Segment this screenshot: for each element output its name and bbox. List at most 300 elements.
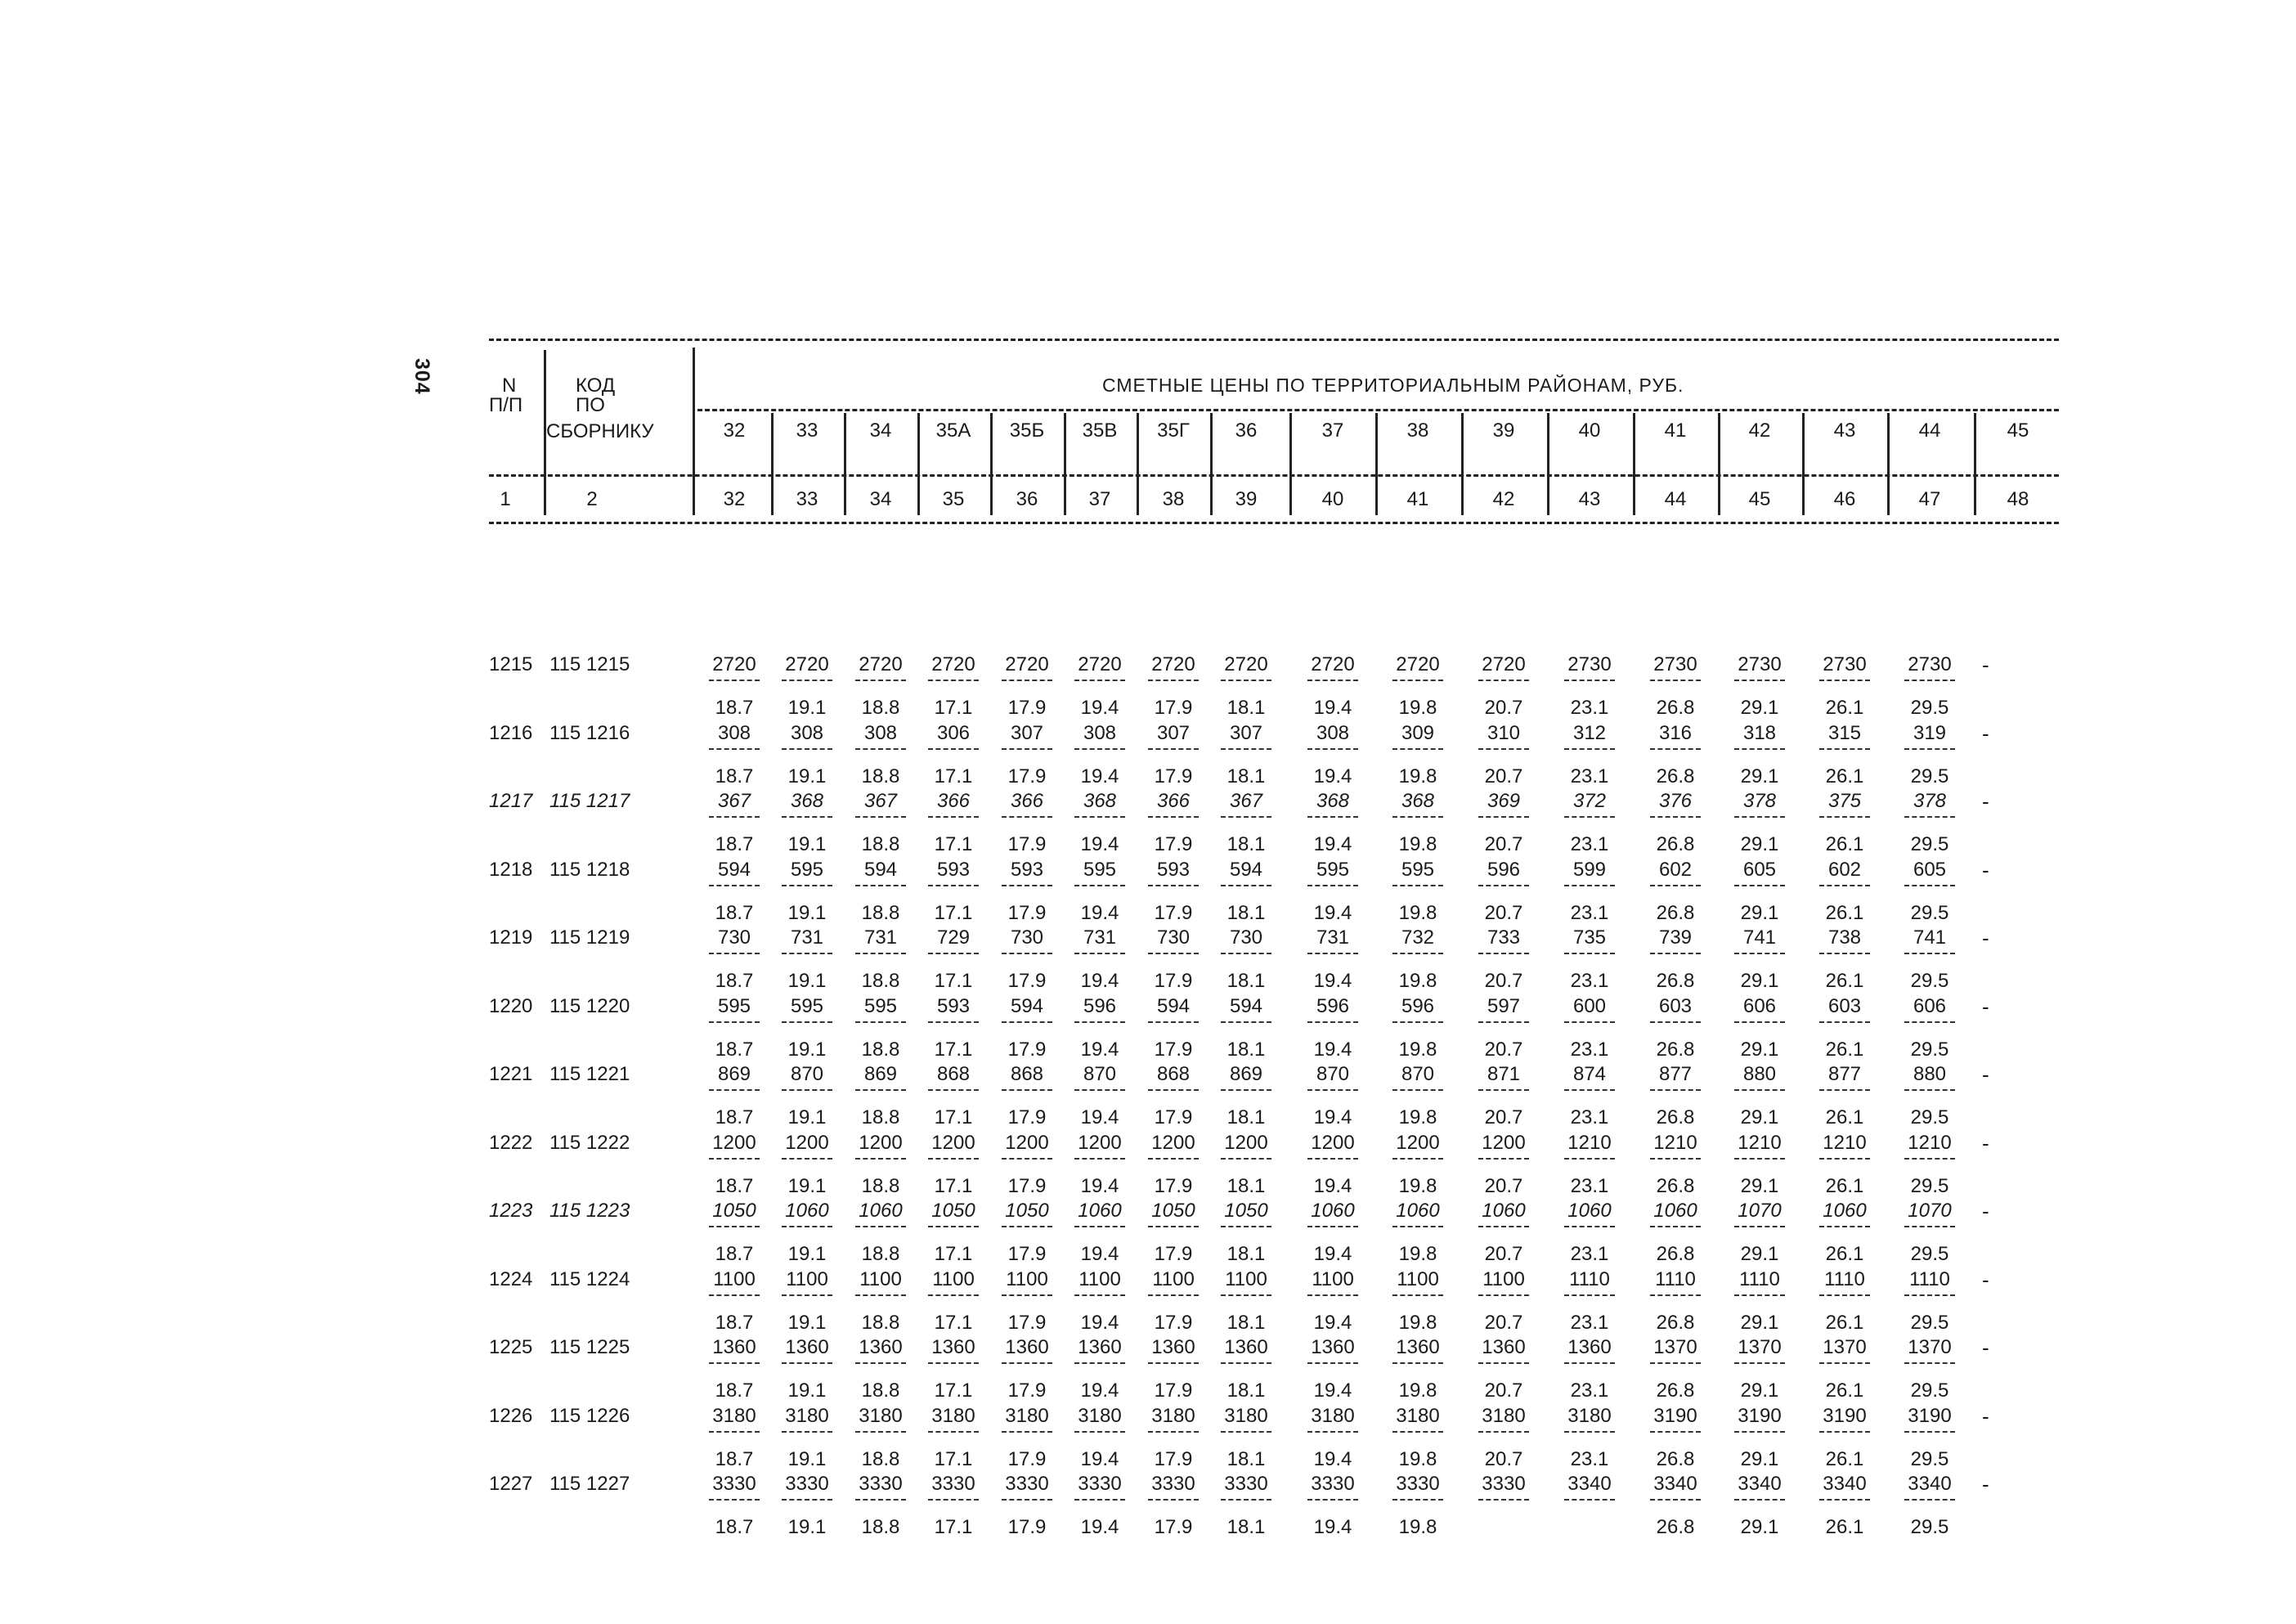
column-number-48: 48	[2007, 488, 2029, 510]
fraction-line	[1819, 1294, 1870, 1296]
coef-cell: 19.1	[787, 1174, 827, 1197]
fraction-line	[1904, 1089, 1955, 1091]
fraction-line	[709, 1431, 760, 1433]
fraction-line	[1392, 1294, 1443, 1296]
fraction-line	[1392, 885, 1443, 886]
fraction-line	[1307, 1158, 1358, 1160]
coef-cell: 17.1	[934, 970, 973, 992]
fraction-line	[1564, 748, 1615, 750]
price-cell: 1360	[1482, 1336, 1526, 1358]
fraction-line	[1564, 1499, 1615, 1501]
price-cell: 2730	[1908, 653, 1952, 675]
fraction-line	[709, 1158, 760, 1160]
header-divider-title	[693, 348, 695, 413]
price-cell: 1200	[1482, 1131, 1526, 1154]
coef-cell: 23.1	[1570, 970, 1609, 992]
column-number-44: 44	[1664, 488, 1687, 510]
column-number-42: 42	[1492, 488, 1515, 510]
coef-cell: 19.4	[1313, 833, 1352, 855]
fraction-line	[1307, 953, 1358, 954]
fraction-line	[1307, 1362, 1358, 1364]
coef-cell: 19.1	[787, 1447, 827, 1470]
coef-cell: 29.1	[1740, 1447, 1779, 1470]
coef-cell: 29.1	[1740, 1106, 1779, 1128]
coef-cell: 26.8	[1656, 1174, 1695, 1197]
header-divider-2	[771, 413, 774, 515]
coef-cell: 20.7	[1484, 765, 1523, 787]
coef-cell: 26.8	[1656, 1447, 1695, 1470]
coef-cell: 26.1	[1825, 765, 1864, 787]
coef-cell: 23.1	[1570, 697, 1609, 719]
coef-cell: 19.8	[1398, 697, 1437, 719]
price-cell: 307	[1156, 721, 1191, 744]
fraction-line	[1221, 1089, 1271, 1091]
price-cell: 1100	[1482, 1267, 1525, 1290]
column-number-2: 2	[586, 488, 598, 510]
fraction-line	[1904, 1226, 1955, 1227]
price-cell: 1210	[1653, 1131, 1697, 1154]
fraction-line	[1074, 885, 1125, 886]
price-cell: 870	[1401, 1063, 1435, 1085]
fraction-line	[709, 680, 760, 681]
fraction-line	[1734, 1294, 1785, 1296]
coef-cell: 17.1	[934, 1380, 973, 1402]
row-end-dash: -	[1982, 994, 1989, 1019]
price-cell: 3180	[1482, 1404, 1526, 1427]
price-cell: 595	[790, 858, 824, 881]
price-cell: 367	[1229, 790, 1263, 812]
price-cell: 1100	[1397, 1267, 1439, 1290]
fraction-line	[1819, 1089, 1870, 1091]
fraction-line	[855, 1089, 906, 1091]
coef-cell: 19.4	[1080, 1106, 1119, 1128]
price-cell: 375	[1827, 790, 1862, 812]
price-cell: 1360	[1151, 1336, 1195, 1358]
coef-cell: 17.9	[1007, 1516, 1047, 1538]
fraction-line	[709, 1089, 760, 1091]
price-cell: 368	[790, 790, 824, 812]
row-end-dash: -	[1982, 1335, 1989, 1360]
coef-cell: 17.1	[934, 1447, 973, 1470]
row-end-dash: -	[1982, 789, 1989, 814]
price-cell: 741	[1742, 926, 1777, 949]
coef-cell: 19.4	[1313, 1516, 1352, 1538]
coef-cell: 19.8	[1398, 1174, 1437, 1197]
coef-cell: 20.7	[1484, 1311, 1523, 1334]
column-number-37: 37	[1088, 488, 1111, 510]
fraction-line	[1904, 1021, 1955, 1023]
row-code: 115 1216	[549, 721, 630, 744]
coef-cell: 18.8	[861, 1038, 900, 1061]
coef-cell: 18.1	[1226, 833, 1266, 855]
coef-cell: 18.1	[1226, 1447, 1266, 1470]
coef-cell: 19.1	[787, 697, 827, 719]
header-sborniku-label: СБОРНИКУ	[546, 420, 654, 442]
price-cell: 1070	[1738, 1200, 1782, 1222]
fraction-line	[1307, 1499, 1358, 1501]
row-code: 115 1221	[549, 1063, 630, 1085]
price-cell: 1050	[1224, 1200, 1268, 1222]
fraction-line	[928, 1362, 979, 1364]
price-cell: 372	[1572, 790, 1607, 812]
coef-cell: 17.1	[934, 1038, 973, 1061]
fraction-line	[1074, 1499, 1125, 1501]
fraction-line	[1074, 1431, 1125, 1433]
coef-cell: 18.7	[715, 1106, 754, 1128]
coef-cell: 17.9	[1007, 1380, 1047, 1402]
price-cell: 594	[1156, 994, 1191, 1017]
fraction-line	[1148, 1089, 1199, 1091]
coef-cell: 26.8	[1656, 901, 1695, 924]
price-cell: 1100	[1006, 1267, 1048, 1290]
district-code-0: 32	[723, 419, 746, 442]
fraction-line	[1392, 1158, 1443, 1160]
row-code: 115 1226	[549, 1404, 630, 1427]
row-code: 115 1225	[549, 1336, 630, 1358]
row-code: 115 1223	[549, 1200, 630, 1222]
price-cell: 2720	[1151, 653, 1195, 675]
price-cell: 3340	[1908, 1473, 1952, 1495]
coef-cell: 20.7	[1484, 1174, 1523, 1197]
fraction-line	[1650, 1431, 1701, 1433]
fraction-line	[1478, 885, 1529, 886]
price-cell: 1200	[1396, 1131, 1440, 1154]
fraction-line	[1392, 953, 1443, 954]
coef-cell: 26.1	[1825, 1174, 1864, 1197]
price-cell: 2730	[1567, 653, 1612, 675]
coef-cell: 19.8	[1398, 1038, 1437, 1061]
fraction-line	[1074, 953, 1125, 954]
coef-cell: 18.7	[715, 1243, 754, 1265]
fraction-line	[709, 748, 760, 750]
coef-cell: 17.1	[934, 833, 973, 855]
row-end-dash: -	[1982, 857, 1989, 882]
column-number-32: 32	[723, 488, 746, 510]
price-cell: 2730	[1823, 653, 1867, 675]
coef-cell: 18.8	[861, 970, 900, 992]
coef-cell: 26.1	[1825, 1447, 1864, 1470]
coef-cell: 18.1	[1226, 1380, 1266, 1402]
coef-cell: 26.8	[1656, 1243, 1695, 1265]
price-cell: 1360	[1396, 1336, 1440, 1358]
price-cell: 1050	[1151, 1200, 1195, 1222]
row-end-dash: -	[1982, 1199, 1989, 1223]
coef-cell: 17.9	[1154, 1038, 1193, 1061]
district-code-5: 35В	[1082, 419, 1118, 442]
fraction-line	[1819, 1499, 1870, 1501]
fraction-line	[1478, 1089, 1529, 1091]
price-cell: 3330	[859, 1473, 903, 1495]
fraction-line	[1734, 1431, 1785, 1433]
row-code: 115 1218	[549, 858, 630, 881]
coef-cell: 17.9	[1007, 970, 1047, 992]
coef-cell: 29.5	[1910, 1106, 1949, 1128]
price-cell: 307	[1229, 721, 1263, 744]
fraction-line	[782, 1499, 832, 1501]
fraction-line	[1148, 953, 1199, 954]
district-code-10: 39	[1492, 419, 1515, 442]
price-cell: 316	[1658, 721, 1693, 744]
price-cell: 3330	[931, 1473, 975, 1495]
district-code-16: 45	[2007, 419, 2029, 442]
price-cell: 2720	[785, 653, 829, 675]
fraction-line	[1221, 680, 1271, 681]
fraction-line	[782, 748, 832, 750]
coef-cell: 26.1	[1825, 1380, 1864, 1402]
price-cell: 376	[1658, 790, 1693, 812]
fraction-line	[1904, 816, 1955, 818]
coef-cell: 29.5	[1910, 765, 1949, 787]
fraction-line	[855, 1362, 906, 1364]
header-divider-9	[1289, 413, 1292, 515]
row-number: 1223	[489, 1200, 533, 1222]
price-cell: 730	[1229, 926, 1263, 949]
price-cell: 1200	[931, 1131, 975, 1154]
coef-cell: 18.8	[861, 1447, 900, 1470]
coef-cell: 29.5	[1910, 1243, 1949, 1265]
price-cell: 2720	[1078, 653, 1122, 675]
price-cell: 306	[936, 721, 971, 744]
coef-cell: 23.1	[1570, 1243, 1609, 1265]
price-cell: 366	[1156, 790, 1191, 812]
price-cell: 603	[1658, 994, 1693, 1017]
fraction-line	[782, 1294, 832, 1296]
page-number: 304	[410, 358, 433, 395]
coef-cell: 19.4	[1313, 1174, 1352, 1197]
fraction-line	[1002, 1021, 1052, 1023]
fraction-line	[782, 1158, 832, 1160]
price-cell: 595	[1401, 858, 1435, 881]
fraction-line	[855, 1499, 906, 1501]
fraction-line	[782, 1431, 832, 1433]
coef-cell: 29.5	[1910, 1447, 1949, 1470]
coef-cell: 26.1	[1825, 697, 1864, 719]
price-cell: 3330	[1078, 1473, 1122, 1495]
coef-cell: 26.1	[1825, 1516, 1864, 1538]
fraction-line	[709, 816, 760, 818]
price-cell: 593	[1010, 858, 1044, 881]
price-cell: 1100	[1225, 1267, 1267, 1290]
price-cell: 3180	[1224, 1404, 1268, 1427]
coef-cell: 29.1	[1740, 765, 1779, 787]
header-code-label: КОД	[576, 375, 616, 397]
fraction-line	[855, 953, 906, 954]
price-cell: 595	[717, 994, 751, 1017]
coef-cell: 29.1	[1740, 697, 1779, 719]
coef-cell: 17.9	[1154, 697, 1193, 719]
column-number-41: 41	[1406, 488, 1429, 510]
fraction-line	[1221, 953, 1271, 954]
column-number-34: 34	[869, 488, 892, 510]
price-cell: 869	[717, 1063, 751, 1085]
coef-cell: 20.7	[1484, 697, 1523, 719]
fraction-line	[782, 885, 832, 886]
coef-cell: 23.1	[1570, 833, 1609, 855]
coef-cell: 26.1	[1825, 1038, 1864, 1061]
fraction-line	[1819, 885, 1870, 886]
coef-cell: 18.7	[715, 970, 754, 992]
fraction-line	[928, 816, 979, 818]
fraction-line	[1650, 1158, 1701, 1160]
coef-cell: 17.9	[1007, 1038, 1047, 1061]
coef-cell: 26.8	[1656, 1311, 1695, 1334]
fraction-line	[1564, 1431, 1615, 1433]
coef-cell: 19.8	[1398, 833, 1437, 855]
price-cell: 367	[863, 790, 898, 812]
price-cell: 3180	[1396, 1404, 1440, 1427]
coef-cell: 19.4	[1313, 1447, 1352, 1470]
fraction-line	[1307, 1431, 1358, 1433]
coef-cell: 19.4	[1080, 1038, 1119, 1061]
fraction-line	[1819, 953, 1870, 954]
row-end-dash: -	[1982, 653, 1989, 677]
fraction-line	[1904, 1158, 1955, 1160]
price-cell: 308	[1083, 721, 1117, 744]
coef-cell: 29.1	[1740, 1380, 1779, 1402]
coef-cell: 19.1	[787, 1311, 827, 1334]
price-cell: 3180	[1078, 1404, 1122, 1427]
price-cell: 3180	[712, 1404, 756, 1427]
coef-cell: 26.1	[1825, 901, 1864, 924]
price-cell: 602	[1658, 858, 1693, 881]
fraction-line	[1819, 816, 1870, 818]
price-cell: 1200	[1311, 1131, 1355, 1154]
coef-cell: 17.9	[1007, 1106, 1047, 1128]
price-cell: 3330	[1005, 1473, 1049, 1495]
fraction-line	[855, 748, 906, 750]
coef-cell: 19.8	[1398, 1516, 1437, 1538]
row-code: 115 1220	[549, 994, 630, 1017]
coef-cell: 17.1	[934, 697, 973, 719]
row-number: 1218	[489, 858, 533, 881]
price-cell: 606	[1913, 994, 1947, 1017]
price-cell: 2730	[1738, 653, 1782, 675]
header-mid-rule	[489, 474, 2059, 477]
price-cell: 594	[1229, 994, 1263, 1017]
price-cell: 595	[1083, 858, 1117, 881]
coef-cell: 19.4	[1080, 1447, 1119, 1470]
header-divider-15	[1802, 413, 1805, 515]
price-cell: 1100	[859, 1267, 902, 1290]
price-cell: 868	[1010, 1063, 1044, 1085]
coef-cell: 17.1	[934, 1516, 973, 1538]
price-cell: 1070	[1908, 1200, 1952, 1222]
coef-cell: 26.8	[1656, 833, 1695, 855]
fraction-line	[1307, 748, 1358, 750]
price-cell: 1060	[1311, 1200, 1355, 1222]
price-cell: 1370	[1653, 1336, 1697, 1358]
price-cell: 3190	[1653, 1404, 1697, 1427]
coef-cell: 26.1	[1825, 833, 1864, 855]
coef-cell: 18.1	[1226, 970, 1266, 992]
fraction-line	[1307, 680, 1358, 681]
coef-cell: 19.8	[1398, 1106, 1437, 1128]
column-number-39: 39	[1235, 488, 1258, 510]
row-end-dash: -	[1982, 1267, 1989, 1292]
price-cell: 2720	[1311, 653, 1355, 675]
coef-cell: 19.4	[1080, 1174, 1119, 1197]
coef-cell: 29.5	[1910, 1516, 1949, 1538]
coef-cell: 17.9	[1007, 833, 1047, 855]
price-cell: 2720	[1396, 653, 1440, 675]
fraction-line	[782, 1021, 832, 1023]
price-cell: 1110	[1655, 1267, 1696, 1290]
fraction-line	[1734, 748, 1785, 750]
district-code-9: 38	[1406, 419, 1429, 442]
column-number-46: 46	[1833, 488, 1856, 510]
coef-cell: 18.1	[1226, 1243, 1266, 1265]
fraction-line	[1478, 1226, 1529, 1227]
fraction-line	[1002, 1089, 1052, 1091]
price-cell: 3330	[1151, 1473, 1195, 1495]
coef-cell: 26.1	[1825, 970, 1864, 992]
price-cell: 3330	[1396, 1473, 1440, 1495]
fraction-line	[1148, 1021, 1199, 1023]
price-cell: 1100	[1312, 1267, 1354, 1290]
price-cell: 593	[936, 994, 971, 1017]
fraction-line	[1734, 680, 1785, 681]
coef-cell: 23.1	[1570, 1106, 1609, 1128]
fraction-line	[1221, 1226, 1271, 1227]
fraction-line	[1074, 1021, 1125, 1023]
coef-cell: 29.1	[1740, 1516, 1779, 1538]
coef-cell: 18.1	[1226, 1106, 1266, 1128]
price-cell: 1370	[1823, 1336, 1867, 1358]
price-cell: 3340	[1567, 1473, 1612, 1495]
row-number: 1226	[489, 1404, 533, 1427]
fraction-line	[855, 816, 906, 818]
price-cell: 731	[1316, 926, 1350, 949]
coef-cell: 17.9	[1154, 1243, 1193, 1265]
price-cell: 594	[863, 858, 898, 881]
fraction-line	[1819, 1226, 1870, 1227]
coef-cell: 29.5	[1910, 970, 1949, 992]
fraction-line	[1074, 748, 1125, 750]
fraction-line	[1148, 748, 1199, 750]
district-code-11: 40	[1578, 419, 1601, 442]
fraction-line	[1564, 1158, 1615, 1160]
fraction-line	[709, 1362, 760, 1364]
price-cell: 308	[1316, 721, 1350, 744]
fraction-line	[928, 1226, 979, 1227]
coef-cell: 23.1	[1570, 1447, 1609, 1470]
price-cell: 1100	[1078, 1267, 1121, 1290]
fraction-line	[1221, 1431, 1271, 1433]
fraction-line	[1392, 680, 1443, 681]
fraction-line	[1221, 816, 1271, 818]
price-cell: 308	[863, 721, 898, 744]
district-code-3: 35А	[935, 419, 971, 442]
coef-cell: 18.1	[1226, 1311, 1266, 1334]
fraction-line	[709, 953, 760, 954]
coef-cell: 19.8	[1398, 1380, 1437, 1402]
coef-cell: 19.4	[1313, 1380, 1352, 1402]
price-cell: 596	[1316, 994, 1350, 1017]
price-cell: 3180	[1311, 1404, 1355, 1427]
district-code-2: 34	[869, 419, 892, 442]
price-cell: 594	[1010, 994, 1044, 1017]
price-cell: 3340	[1738, 1473, 1782, 1495]
fraction-line	[928, 1294, 979, 1296]
fraction-line	[1002, 1431, 1052, 1433]
coef-cell: 18.7	[715, 1380, 754, 1402]
price-cell: 1060	[859, 1200, 903, 1222]
price-cell: 738	[1827, 926, 1862, 949]
price-cell: 871	[1487, 1063, 1521, 1085]
price-cell: 605	[1913, 858, 1947, 881]
fraction-line	[709, 1226, 760, 1227]
price-cell: 1060	[1567, 1200, 1612, 1222]
